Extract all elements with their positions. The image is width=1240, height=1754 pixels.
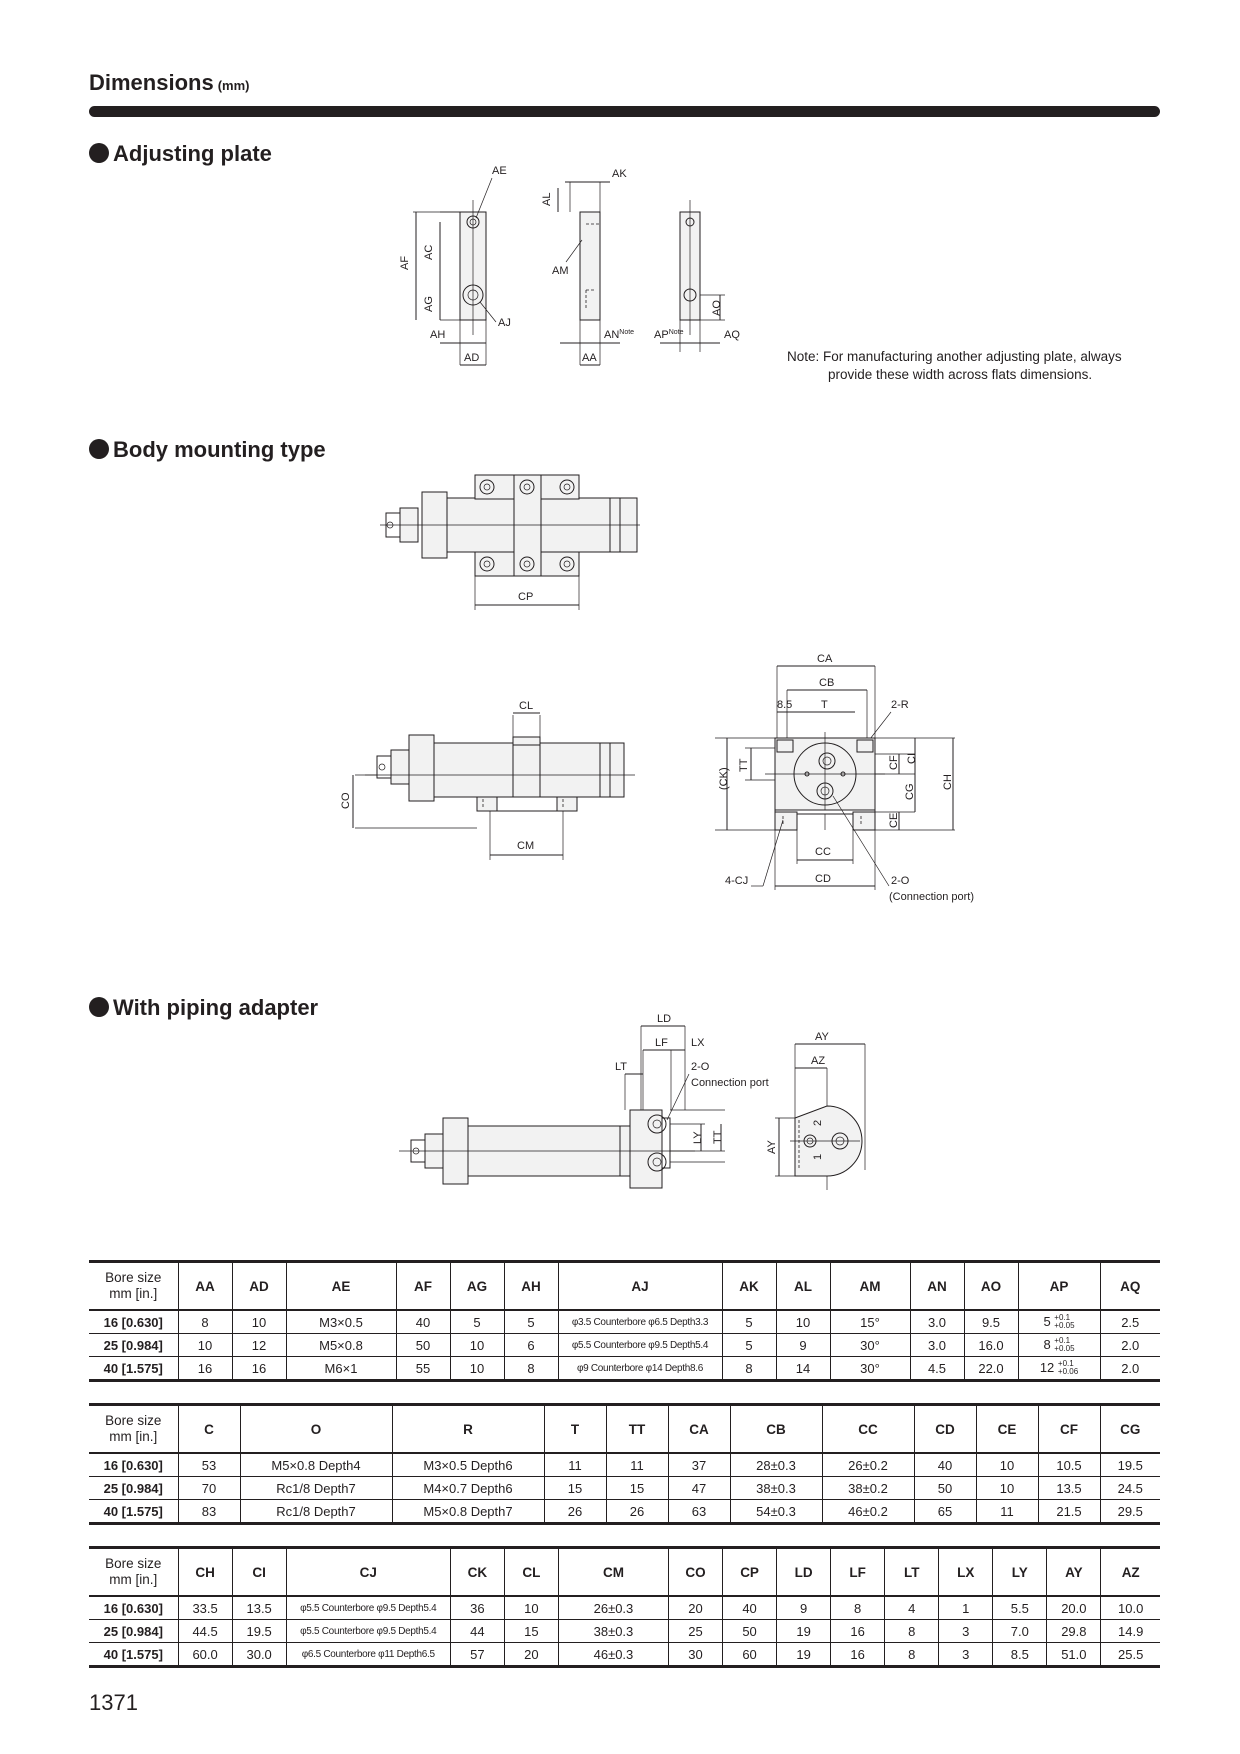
col-header: CE (976, 1405, 1038, 1454)
table-cell: M6×1 (286, 1357, 396, 1381)
table-cell: 25 (669, 1620, 723, 1643)
label-ap: $AP^{Note}$ (654, 329, 684, 341)
table-cell: 19 (777, 1643, 831, 1667)
bullet-icon (89, 143, 109, 163)
table-cell: 2.0 (1100, 1357, 1160, 1381)
table-cell: 8 (885, 1620, 939, 1643)
table-cell: 20.0 (1047, 1596, 1101, 1620)
label-tt: TT (738, 758, 750, 772)
table-cell: 19 (777, 1620, 831, 1643)
label-ck: (CK) (718, 767, 730, 790)
table-cell: 21.5 (1038, 1500, 1100, 1524)
label-cb: CB (819, 677, 835, 689)
label-aj: AJ (498, 317, 511, 329)
table-cell: 26 (606, 1500, 668, 1524)
table-cell: 50 (723, 1620, 777, 1643)
label-p1: 1 (812, 1153, 824, 1160)
label-tt2: TT (712, 1130, 724, 1144)
table-cell: 36 (450, 1596, 504, 1620)
title-rule (89, 106, 1160, 117)
label-lt: LT (615, 1061, 628, 1073)
table-cell: 13.5 (1038, 1477, 1100, 1500)
table-cell: 9.5 (964, 1310, 1018, 1334)
table-row (89, 1620, 1160, 1643)
piping-adapter-diagram (395, 1010, 875, 1195)
bullet-icon (89, 439, 109, 459)
table-cell: 53 (178, 1453, 240, 1477)
table-cell: 30° (830, 1357, 910, 1381)
label-ld: LD (657, 1013, 672, 1025)
table-cell: 10.5 (1038, 1453, 1100, 1477)
label-al: AL (541, 192, 553, 206)
table-cell: 14 (776, 1357, 830, 1381)
col-header: AH (504, 1262, 558, 1311)
page-number: 1371 (89, 1690, 138, 1715)
table-row (89, 1453, 1160, 1477)
table-cell: 5 (722, 1310, 776, 1334)
table-cell: 15° (830, 1310, 910, 1334)
label-cf: CF (888, 755, 900, 770)
table-cell: φ5.5 Counterbore φ9.5 Depth5.4 (286, 1620, 450, 1643)
bore-cell: 40 [1.575] (89, 1500, 178, 1524)
label-ca: CA (817, 653, 833, 665)
table-cell: 8 (722, 1357, 776, 1381)
table-cell: 15 (544, 1477, 606, 1500)
label-ad: AD (464, 352, 480, 364)
body-mounting-side-diagram (335, 695, 635, 870)
col-header: AQ (1100, 1262, 1160, 1311)
col-header: CJ (286, 1548, 450, 1597)
table-cell: 11 (606, 1453, 668, 1477)
label-ci: CI (906, 753, 918, 764)
col-header: CH (178, 1548, 232, 1597)
bore-cell: 25 [0.984] (89, 1334, 178, 1357)
table-cell: 30.0 (232, 1643, 286, 1667)
table-cell: 50 (914, 1477, 976, 1500)
dimension-table-3 (89, 1546, 1160, 1668)
table-row (89, 1500, 1160, 1524)
table-cell: 16 (831, 1620, 885, 1643)
col-header: T (544, 1405, 606, 1454)
table-row (89, 1643, 1160, 1667)
table-cell: 38±0.3 (558, 1620, 668, 1643)
table-cell: 6 (504, 1334, 558, 1357)
col-header: AA (178, 1262, 232, 1311)
col-header: AE (286, 1262, 396, 1311)
bore-header: Bore size mm [in.] (89, 1405, 178, 1454)
label-cg: CG (904, 783, 916, 800)
table-cell: 33.5 (178, 1596, 232, 1620)
col-header: CI (232, 1548, 286, 1597)
col-header: LY (993, 1548, 1047, 1597)
table-cell: 54±0.3 (730, 1500, 822, 1524)
table-cell: 16.0 (964, 1334, 1018, 1357)
bore-cell: 25 [0.984] (89, 1620, 178, 1643)
label-conn-port-paren: (Connection port) (889, 891, 974, 903)
table-cell: 10 (450, 1357, 504, 1381)
label-aq: AQ (724, 329, 740, 341)
label-p2: 2 (812, 1119, 824, 1126)
table-cell: 28±0.3 (730, 1453, 822, 1477)
manufacturing-note: Note: For manufacturing another adjusting plate, always provide these width across flats dimensions. (787, 349, 1122, 382)
table-cell: 16 (831, 1643, 885, 1667)
table-cell: 65 (914, 1500, 976, 1524)
table-cell: 5 (450, 1310, 504, 1334)
bore-header: Bore size mm [in.] (89, 1262, 178, 1311)
label-ah: AH (430, 329, 446, 341)
table-cell: M3×0.5 Depth6 (392, 1453, 544, 1477)
label-cl: CL (519, 700, 534, 712)
label-o2: 2-O (691, 1061, 710, 1073)
label-az: AZ (811, 1055, 826, 1067)
col-header: TT (606, 1405, 668, 1454)
col-header: CB (730, 1405, 822, 1454)
table-cell: φ5.5 Counterbore φ9.5 Depth5.4 (558, 1334, 722, 1357)
col-header: LT (885, 1548, 939, 1597)
table-cell: 44.5 (178, 1620, 232, 1643)
table-cell: M5×0.8 Depth7 (392, 1500, 544, 1524)
col-header: CG (1100, 1405, 1160, 1454)
label-ay: AY (815, 1031, 829, 1043)
label-ce: CE (888, 812, 900, 828)
col-header: CO (669, 1548, 723, 1597)
table-cell: M4×0.7 Depth6 (392, 1477, 544, 1500)
table-cell: 44 (450, 1620, 504, 1643)
body-mounting-end-diagram (715, 650, 1000, 910)
table-cell: 38±0.2 (822, 1477, 914, 1500)
table-cell: 3.0 (910, 1334, 964, 1357)
label-lx: LX (691, 1037, 705, 1049)
table-cell: 3 (939, 1643, 993, 1667)
label-an: $AN^{Note}$ (604, 329, 635, 341)
table-cell: 10 (232, 1310, 286, 1334)
table-cell: 14.9 (1101, 1620, 1160, 1643)
col-header: LD (777, 1548, 831, 1597)
table-cell: 19.5 (1100, 1453, 1160, 1477)
table-cell: 55 (396, 1357, 450, 1381)
table-cell: 38±0.3 (730, 1477, 822, 1500)
table-cell: 3 (939, 1620, 993, 1643)
col-header: O (240, 1405, 392, 1454)
col-header: CM (558, 1548, 668, 1597)
table-cell: 29.8 (1047, 1620, 1101, 1643)
table-cell: 30 (669, 1643, 723, 1667)
table-cell: 20 (504, 1643, 558, 1667)
table-cell: 46±0.2 (822, 1500, 914, 1524)
table-cell: 2.5 (1100, 1310, 1160, 1334)
table-cell-ap: 5 +0.1 +0.05 (1018, 1310, 1100, 1334)
table-cell: 3.0 (910, 1310, 964, 1334)
table-cell: φ6.5 Counterbore φ11 Depth6.5 (286, 1643, 450, 1667)
bore-cell: 16 [0.630] (89, 1596, 178, 1620)
table-cell: 9 (777, 1596, 831, 1620)
col-header: CA (668, 1405, 730, 1454)
table-cell: 7.0 (993, 1620, 1047, 1643)
table-cell: 13.5 (232, 1596, 286, 1620)
label-ao: AO (711, 300, 723, 316)
table-cell: M3×0.5 (286, 1310, 396, 1334)
table-cell: φ5.5 Counterbore φ9.5 Depth5.4 (286, 1596, 450, 1620)
table-cell: 20 (669, 1596, 723, 1620)
col-header: CD (914, 1405, 976, 1454)
label-cc: CC (815, 846, 831, 858)
table-cell: 8 (885, 1643, 939, 1667)
label-cd: CD (815, 873, 831, 885)
table-cell: 10.0 (1101, 1596, 1160, 1620)
table-cell: 26±0.2 (822, 1453, 914, 1477)
col-header: AD (232, 1262, 286, 1311)
label-ak: AK (612, 168, 627, 180)
table-row (89, 1477, 1160, 1500)
label-ch: CH (942, 774, 954, 790)
table-cell-ap: 8 +0.1 +0.05 (1018, 1334, 1100, 1357)
label-ae: AE (492, 165, 507, 177)
table-cell: 5 (722, 1334, 776, 1357)
col-header: LX (939, 1548, 993, 1597)
table-cell: 46±0.3 (558, 1643, 668, 1667)
table-cell: 83 (178, 1500, 240, 1524)
col-header: AK (722, 1262, 776, 1311)
col-header: AG (450, 1262, 504, 1311)
label-ly: LY (692, 1131, 704, 1144)
table-cell: 10 (976, 1453, 1038, 1477)
table-cell: 8.5 (993, 1643, 1047, 1667)
table-cell: 19.5 (232, 1620, 286, 1643)
body-mounting-top-diagram (380, 470, 640, 615)
table-row (89, 1357, 1160, 1381)
table-cell: Rc1/8 Depth7 (240, 1500, 392, 1524)
label-o: 2-O (891, 875, 910, 887)
table-cell: M5×0.8 Depth4 (240, 1453, 392, 1477)
bore-cell: 16 [0.630] (89, 1453, 178, 1477)
table-cell: 8 (831, 1596, 885, 1620)
table-cell: 8 (504, 1357, 558, 1381)
table-cell: 10 (976, 1477, 1038, 1500)
label-cm: CM (517, 840, 535, 852)
table-cell: 40 (396, 1310, 450, 1334)
table-cell: 70 (178, 1477, 240, 1500)
dimension-table-1 (89, 1260, 1160, 1382)
col-header: CK (450, 1548, 504, 1597)
table-cell: 16 (178, 1357, 232, 1381)
table-cell: 5.5 (993, 1596, 1047, 1620)
table-cell: 57 (450, 1643, 504, 1667)
label-ay-vert: AY (766, 1140, 778, 1154)
col-header: AM (830, 1262, 910, 1311)
table-cell: 24.5 (1100, 1477, 1160, 1500)
dimension-table-2 (89, 1403, 1160, 1525)
table-cell: 22.0 (964, 1357, 1018, 1381)
table-cell: 60.0 (178, 1643, 232, 1667)
label-ac: AC (423, 244, 435, 260)
col-header: AY (1047, 1548, 1101, 1597)
table-cell: 15 (606, 1477, 668, 1500)
col-header: AF (396, 1262, 450, 1311)
section-body-mounting: Body mounting type (89, 437, 326, 463)
table-cell-ap: 12 +0.1 +0.06 (1018, 1357, 1100, 1381)
section-adjusting-plate: Adjusting plate (89, 141, 272, 167)
label-af: AF (399, 255, 411, 270)
adjusting-plate-diagram (380, 160, 780, 375)
table-cell: 25.5 (1101, 1643, 1160, 1667)
bore-cell: 40 [1.575] (89, 1643, 178, 1667)
table-cell: 29.5 (1100, 1500, 1160, 1524)
table-cell: 1 (939, 1596, 993, 1620)
col-header: AL (776, 1262, 830, 1311)
table-cell: 4.5 (910, 1357, 964, 1381)
col-header: CF (1038, 1405, 1100, 1454)
table-row (89, 1310, 1160, 1334)
table-cell: 26 (544, 1500, 606, 1524)
page-title: Dimensions (mm) (89, 70, 250, 95)
col-header: AO (964, 1262, 1018, 1311)
table-cell: 10 (776, 1310, 830, 1334)
label-am: AM (552, 265, 569, 277)
label-lf: LF (655, 1037, 668, 1049)
label-cj: 4-CJ (725, 875, 749, 887)
col-header: AZ (1101, 1548, 1160, 1597)
table-cell: 10 (178, 1334, 232, 1357)
label-r: 2-R (891, 699, 909, 711)
table-cell: 4 (885, 1596, 939, 1620)
col-header: R (392, 1405, 544, 1454)
label-co: CO (340, 792, 352, 809)
bullet-icon (89, 997, 109, 1017)
col-header: AN (910, 1262, 964, 1311)
table-cell: 40 (723, 1596, 777, 1620)
table-cell: 37 (668, 1453, 730, 1477)
label-ag: AG (423, 296, 435, 312)
col-header: AJ (558, 1262, 722, 1311)
table-cell: 63 (668, 1500, 730, 1524)
table-cell: φ3.5 Counterbore φ6.5 Depth3.3 (558, 1310, 722, 1334)
table-row (89, 1334, 1160, 1357)
table-cell: 51.0 (1047, 1643, 1101, 1667)
col-header: C (178, 1405, 240, 1454)
bore-cell: 16 [0.630] (89, 1310, 178, 1334)
col-header: CL (504, 1548, 558, 1597)
col-header: CC (822, 1405, 914, 1454)
table-cell: 26±0.3 (558, 1596, 668, 1620)
label-cp: CP (518, 591, 534, 603)
table-cell: M5×0.8 (286, 1334, 396, 1357)
label-conn-port: Connection port (691, 1077, 769, 1089)
table-cell: 11 (544, 1453, 606, 1477)
table-cell: 15 (504, 1620, 558, 1643)
bore-cell: 25 [0.984] (89, 1477, 178, 1500)
table-cell: Rc1/8 Depth7 (240, 1477, 392, 1500)
table-cell: 40 (914, 1453, 976, 1477)
table-cell: 11 (976, 1500, 1038, 1524)
table-cell: 10 (504, 1596, 558, 1620)
table-cell: φ9 Counterbore φ14 Depth8.6 (558, 1357, 722, 1381)
col-header: CP (723, 1548, 777, 1597)
table-cell: 9 (776, 1334, 830, 1357)
section-piping-adapter: With piping adapter (89, 995, 318, 1021)
table-cell: 60 (723, 1643, 777, 1667)
label-t: T (821, 699, 828, 711)
table-cell: 47 (668, 1477, 730, 1500)
table-cell: 10 (450, 1334, 504, 1357)
label-v85: 8.5 (777, 699, 793, 711)
table-cell: 2.0 (1100, 1334, 1160, 1357)
label-aa: AA (582, 352, 597, 364)
table-cell: 8 (178, 1310, 232, 1334)
table-cell: 5 (504, 1310, 558, 1334)
table-cell: 16 (232, 1357, 286, 1381)
col-header: LF (831, 1548, 885, 1597)
table-cell: 12 (232, 1334, 286, 1357)
table-cell: 50 (396, 1334, 450, 1357)
table-row (89, 1596, 1160, 1620)
bore-cell: 40 [1.575] (89, 1357, 178, 1381)
col-header: AP (1018, 1262, 1100, 1311)
table-cell: 30° (830, 1334, 910, 1357)
bore-header: Bore size mm [in.] (89, 1548, 178, 1597)
